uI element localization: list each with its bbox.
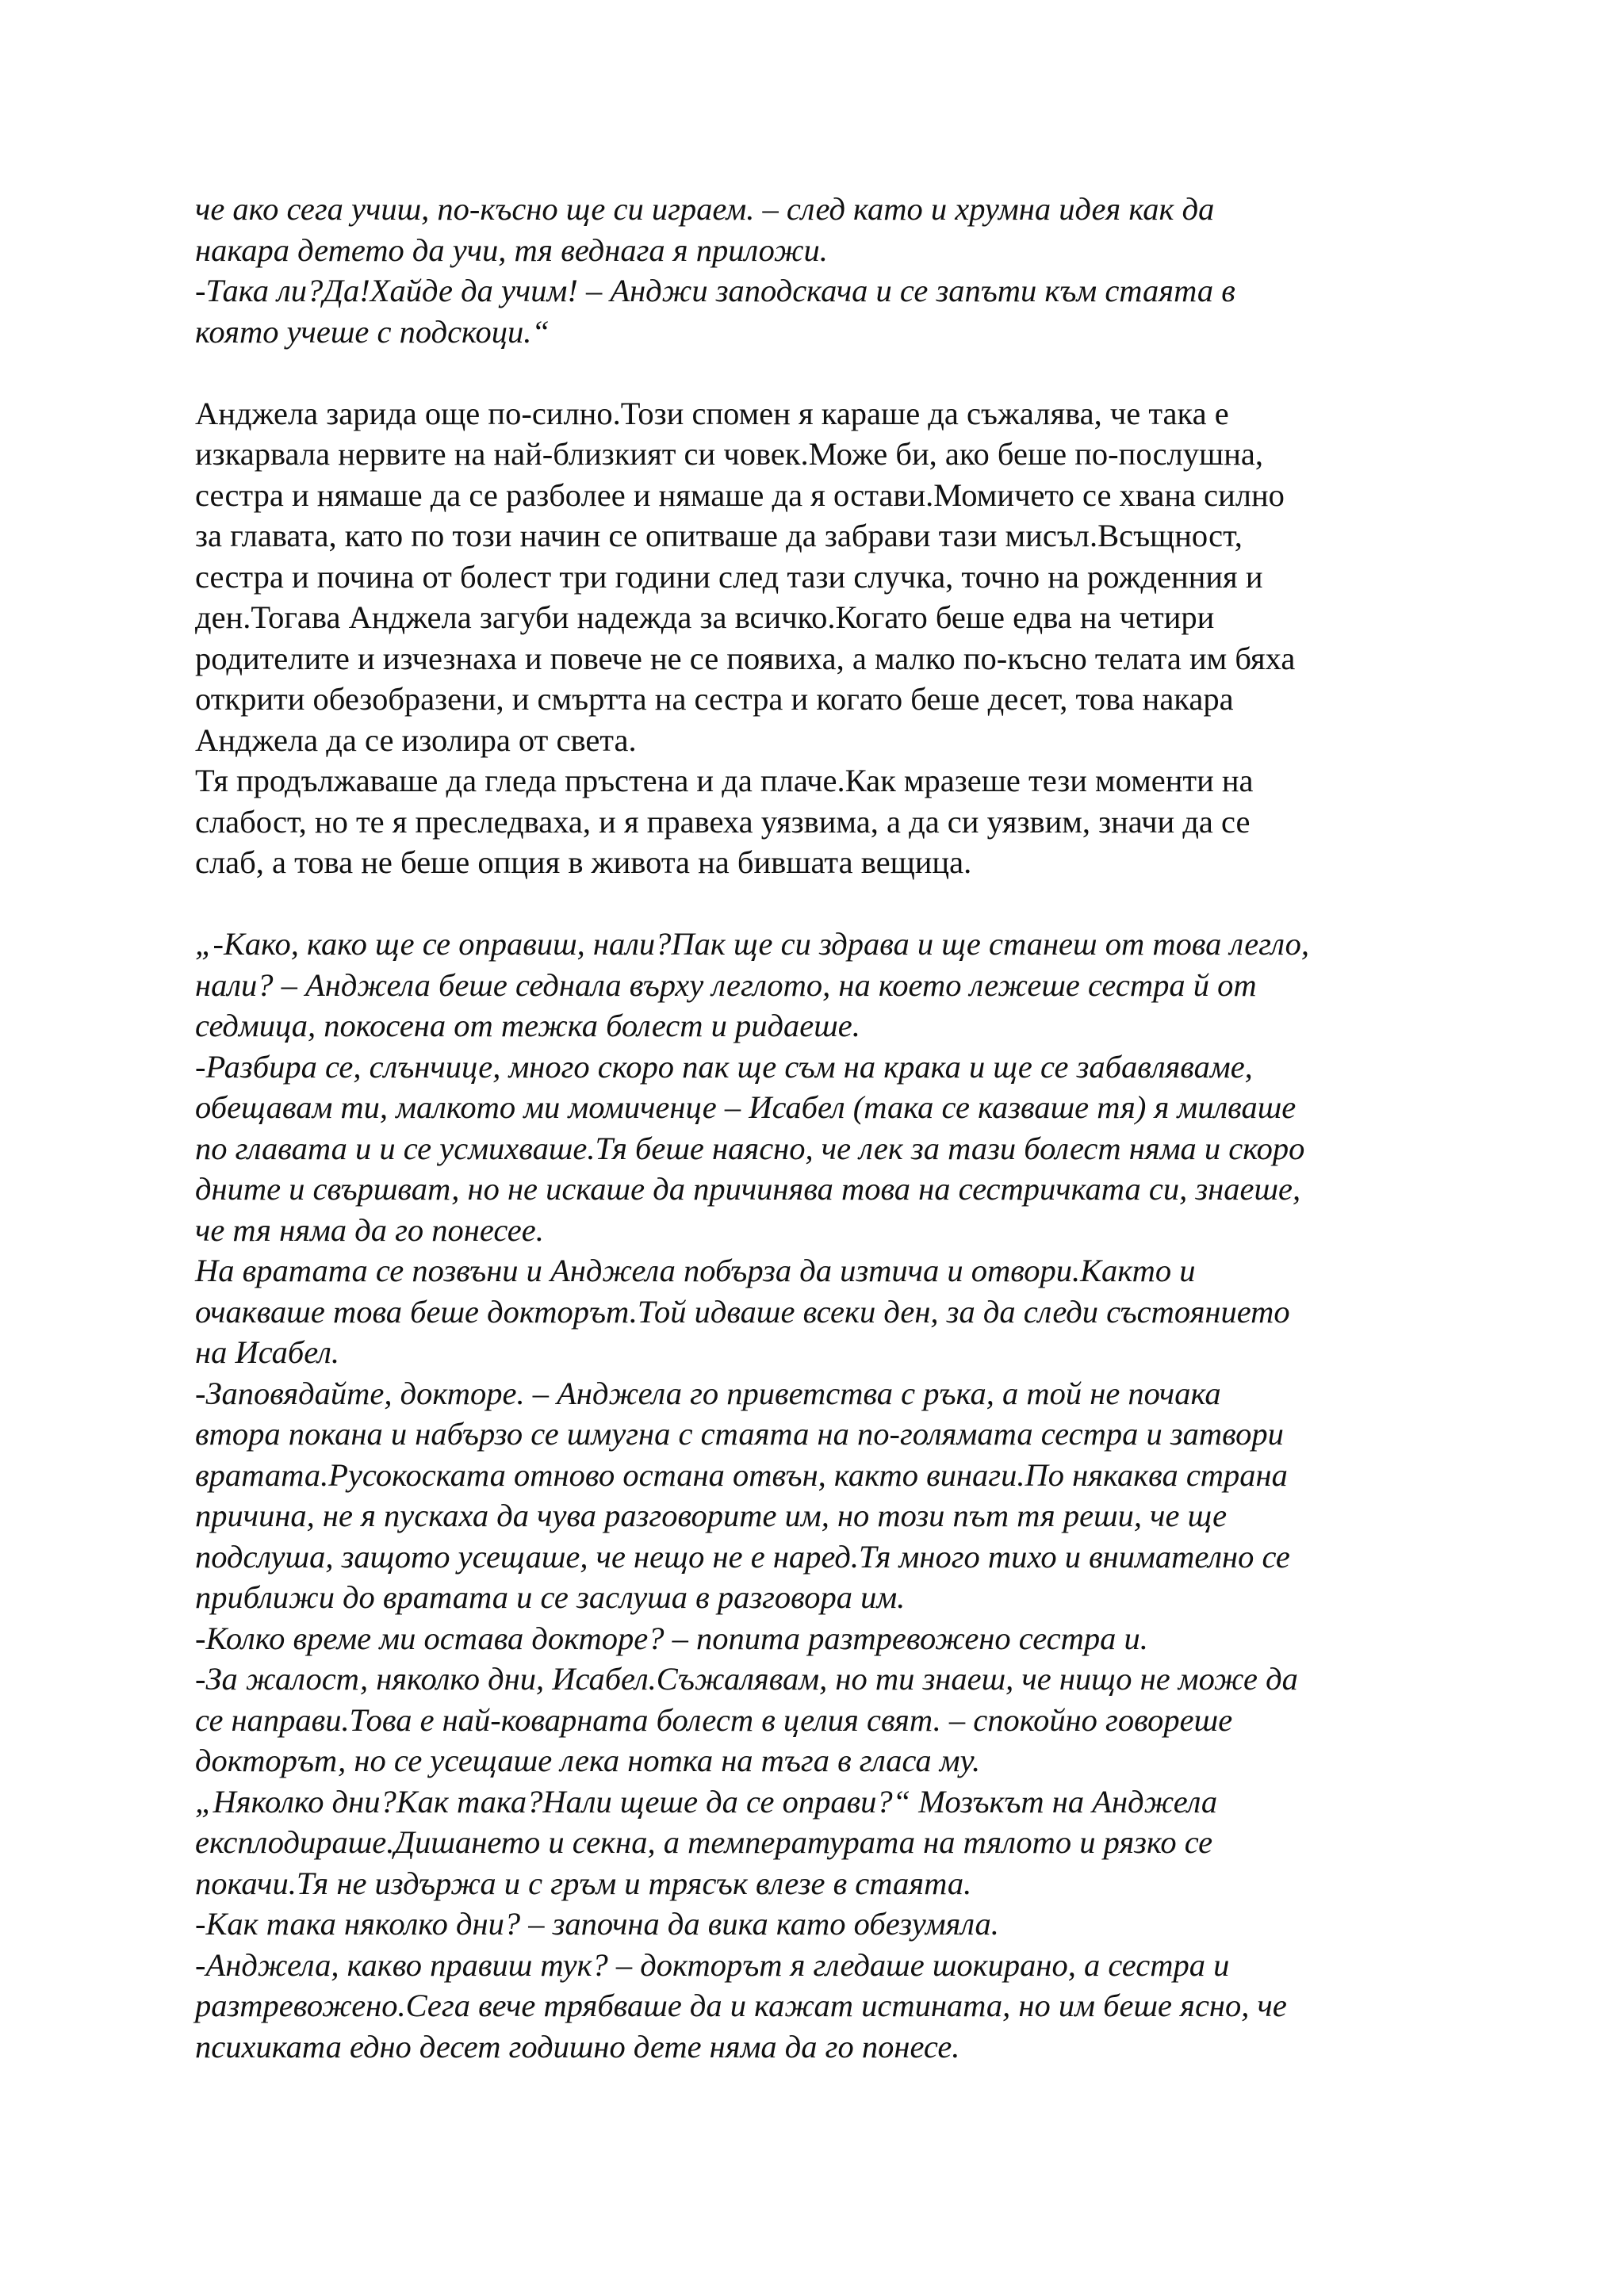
text-line: експлодираше.Дишането и секна, а температурата на тялото и рязко се bbox=[195, 1824, 1213, 1860]
text-line: „-Како, како ще се оправиш, нали?Пак ще си здрава и ще станеш от това легло, bbox=[195, 926, 1309, 962]
text-line: очакваше това беше докторът.Той идваше всеки ден, за да следи състоянието bbox=[195, 1293, 1290, 1330]
text-line: нали? – Анджела беше седнала върху леглото, на което лежеше сестра й от bbox=[195, 966, 1257, 1003]
text-line: Анджела зарида още по-силно.Този спомен я караше да съжалява, че така е bbox=[195, 395, 1229, 431]
paragraph-narrative bbox=[195, 393, 1448, 883]
text-line: сестра и почина от болест три години след тази случка, точно на рожденния и bbox=[195, 558, 1263, 595]
paragraph-gap bbox=[195, 883, 1448, 924]
text-line: „Няколко дни?Как така?Нали щеше да се оправи?“ Мозъкът на Анджела bbox=[195, 1783, 1218, 1820]
text-line: слаб, а това не беше опция в живота на бившата вещица. bbox=[195, 844, 972, 880]
text-line: ден.Тогава Анджела загуби надежда за всичко.Когато беше едва на четири bbox=[195, 599, 1215, 635]
text-line: накара детето да учи, тя веднага я приложи. bbox=[195, 232, 828, 268]
text-line: по главата и и се усмихваше.Тя беше наясно, че лек за тази болест няма и скоро bbox=[195, 1130, 1305, 1166]
text-line: че тя няма да го понесее. bbox=[195, 1211, 544, 1248]
text-line: за главата, като по този начин се опитваше да забрави тази мисъл.Всъщност, bbox=[195, 518, 1243, 553]
text-line: изкарвала нервите на най-близкият си човек.Може би, ако беше по-послушна, bbox=[195, 436, 1263, 472]
text-line: покачи.Тя не издържа и с гръм и трясък влезе в стаята. bbox=[195, 1865, 972, 1901]
text-line: слабост, но те я преследваха, и я правеха уязвима, а да си уязвим, значи да се bbox=[195, 803, 1251, 840]
text-line: обещавам ти, малкото ми момиченце – Исабел (така се казваше тя) я милваше bbox=[195, 1089, 1297, 1125]
text-line: че ако сега учиш, по-късно ще си играем. – след като и хрумна идея как да bbox=[195, 191, 1215, 227]
text-line: приближи до вратата и се заслуша в разговора им. bbox=[195, 1579, 906, 1615]
text-line: дните и свършват, но не искаше да причинява това на сестричката си, знаеше, bbox=[195, 1171, 1301, 1207]
text-line: открити обезобразени, и смъртта на сестра и когато беше десет, това накара bbox=[195, 681, 1234, 717]
text-line: се направи.Това е най-коварната болест в целия свят. – спокойно говореше bbox=[195, 1701, 1233, 1738]
text-line: На вратата се позвъни и Анджела побърза да изтича и отвори.Както и bbox=[195, 1253, 1196, 1288]
text-line: -За жалост, няколко дни, Исабел.Съжалявам, но ти знаеш, че нищо не може да bbox=[195, 1661, 1298, 1697]
document-body bbox=[195, 189, 1448, 2067]
text-line: разтревожено.Сега вече трябваше да и кажат истината, но им беше ясно, че bbox=[195, 1988, 1287, 2023]
paragraph-italic-flashback bbox=[195, 924, 1448, 2067]
text-line: която учеше с подскоци.“ bbox=[195, 313, 550, 350]
text-line: докторът, но се усещаше лека нотка на тъга в гласа му. bbox=[195, 1743, 981, 1778]
paragraph-gap bbox=[195, 352, 1448, 393]
text-line: -Колко време ми остава докторе? – попита разтревожено сестра и. bbox=[195, 1620, 1148, 1656]
text-line: втора покана и набързо се шмугна с стаята на по-голямата сестра и затвори bbox=[195, 1416, 1284, 1452]
text-line: вратата.Русокоската отново остана отвън, както винаги.По някаква странa bbox=[195, 1456, 1288, 1493]
text-line: психиката едно десет годишно дете няма да го понесе. bbox=[195, 2028, 960, 2064]
text-line: -Така ли?Да!Хайде да учим! – Анджи заподскача и се запъти към стаята в bbox=[195, 273, 1235, 308]
text-line: родителите и изчезнаха и повече не се появиха, а малко по-късно телата им бяха bbox=[195, 640, 1296, 676]
text-line: -Анджела, какво правиш тук? – докторът я гледаше шокирано, а сестра и bbox=[195, 1946, 1230, 1983]
text-line: подслуша, защото усещаше, че нещо не е наред.Тя много тихо и внимателно се bbox=[195, 1538, 1290, 1575]
text-line: на Исабел. bbox=[195, 1334, 340, 1370]
text-line: -Заповядайте, докторе. – Анджела го приветства с ръка, а той не почака bbox=[195, 1375, 1221, 1411]
text-line: сестра и нямаше да се разболее и нямаше да я остави.Момичето се хвана силно bbox=[195, 476, 1285, 513]
text-line: -Как така няколко дни? – започна да вика като обезумяла. bbox=[195, 1906, 999, 1942]
text-line: Тя продължаваше да гледа пръстена и да плаче.Как мразеше тези моменти на bbox=[195, 763, 1254, 798]
text-line: причина, не я пускаха да чува разговорите им, но този път тя реши, че ще bbox=[195, 1498, 1228, 1533]
text-line: Анджела да се изолира от света. bbox=[195, 721, 637, 758]
text-line: -Разбира се, слънчице, много скоро пак ще съм на крака и ще се забавляваме, bbox=[195, 1048, 1253, 1085]
text-line: седмица, покосена от тежка болест и ридаеше. bbox=[195, 1008, 860, 1043]
paragraph-italic-dialogue-1 bbox=[195, 189, 1448, 352]
